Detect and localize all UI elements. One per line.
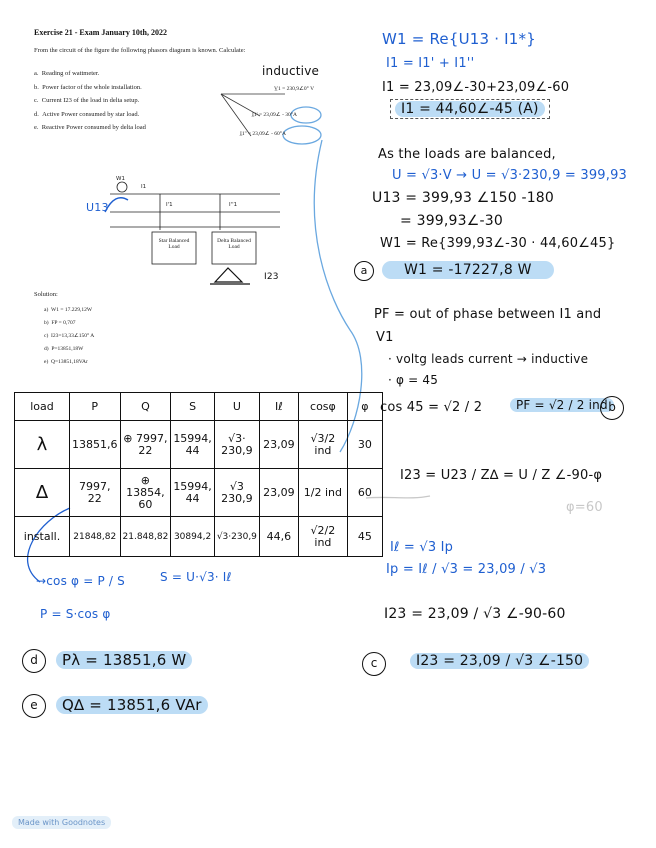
phasor-i1a: I̲1' = 23,09∠ - 30°A xyxy=(252,112,297,118)
solution-item: e) Q=13851,18VAr xyxy=(44,359,88,365)
table-cell: √3/2 ind xyxy=(298,421,347,469)
table-cell: λ xyxy=(15,421,70,469)
note-line-voltage: U = √3·V → U = √3·230,9 = 399,93 xyxy=(392,168,628,183)
answer-e: Q∆ = 13851,6 VAr xyxy=(56,696,208,714)
inductive-note: inductive xyxy=(262,64,320,78)
note-phi60-gray: φ=60 xyxy=(566,500,603,515)
solution-item: d) P=13851,18W xyxy=(44,346,84,352)
table-cell: 21.848,82 xyxy=(120,517,171,557)
table-cell: 23,09 xyxy=(259,469,298,517)
answer-c: I23 = 23,09 / √3 ∠-150 xyxy=(410,653,589,669)
star-load-box: Star Balanced Load xyxy=(158,238,190,250)
note-cos45: cos 45 = √2 / 2 xyxy=(380,400,483,415)
solution-label: Solution: xyxy=(34,291,58,298)
answer-b: PF = √2 / 2 ind xyxy=(510,398,614,412)
answer-b-marker: b xyxy=(600,396,624,420)
answer-c-marker: c xyxy=(362,652,386,676)
table-cell: 30 xyxy=(347,421,382,469)
note-ip: Ip = Iℓ / √3 = 23,09 / √3 xyxy=(386,562,547,577)
table-header: φ xyxy=(347,393,382,421)
note-cos-phi: →cos φ = P / S xyxy=(36,574,125,588)
question-item: c. Current I23 of the load in delta setup. xyxy=(34,97,140,104)
exercise-intro: From the circuit of the figure the following phasors diagram is known. Calculate: xyxy=(34,47,246,54)
table-cell: ⊕ 7997, 22 xyxy=(120,421,171,469)
table-cell: 60 xyxy=(347,469,382,517)
table-cell: 30894,2 xyxy=(171,517,215,557)
table-cell: 45 xyxy=(347,517,382,557)
answer-a-marker: a xyxy=(354,259,374,281)
note-current-calc: I1 = 23,09∠-30+23,09∠-60 xyxy=(382,80,570,95)
table-cell: √2/2 ind xyxy=(298,517,347,557)
table-cell: install. xyxy=(15,517,70,557)
table-cell: √3 230,9 xyxy=(214,469,259,517)
table-header: S xyxy=(171,393,215,421)
power-table xyxy=(14,392,383,557)
note-p-formula: P = S·cos φ xyxy=(40,607,111,621)
note-il: Iℓ = √3 Ip xyxy=(390,540,454,555)
note-balanced: As the loads are balanced, xyxy=(378,147,556,162)
answer-e-marker: e xyxy=(22,694,46,718)
table-cell: 7997, 22 xyxy=(70,469,121,517)
note-wattmeter-formula: W1 = Re{U13 · I1*} xyxy=(382,30,536,48)
question-item: d. Active Power consumed by star load. xyxy=(34,111,140,118)
current-i1-label: I1 xyxy=(141,184,147,190)
goodnotes-badge: Made with Goodnotes xyxy=(12,816,111,829)
table-cell: 15994, 44 xyxy=(171,421,215,469)
table-header: cosφ xyxy=(298,393,347,421)
note-u13: U13 = 399,93 ∠150 -180 xyxy=(372,190,555,206)
delta-load-box: Delta Balanced Load xyxy=(217,238,251,250)
table-header: load xyxy=(15,393,70,421)
table-row xyxy=(15,469,383,517)
solution-item: c) I23=13,33∠150° A xyxy=(44,333,95,339)
table-cell: ⊕ 13854, 60 xyxy=(120,469,171,517)
note-current-result: I1 = 44,60∠-45 (A) xyxy=(390,99,550,119)
table-cell: 15994, 44 xyxy=(171,469,215,517)
table-header: Iℓ xyxy=(259,393,298,421)
answer-d-marker: d xyxy=(22,649,46,673)
note-phi: · φ = 45 xyxy=(388,373,439,387)
u13-label: U13 xyxy=(86,201,109,214)
exercise-title: Exercise 21 - Exam January 10th, 2022 xyxy=(34,28,167,37)
table-cell: 1/2 ind xyxy=(298,469,347,517)
note-pf-def: PF = out of phase between I1 and xyxy=(374,307,602,322)
solution-item: a) W1 = 17.229,12W xyxy=(44,307,93,313)
note-w1-calc: W1 = Re{399,93∠-30 · 44,60∠45} xyxy=(380,236,616,251)
phasor-v1: V̲1 = 230,9∠0° V xyxy=(274,86,315,92)
question-item: a. Reading of wattmeter. xyxy=(34,70,100,77)
table-header: U xyxy=(214,393,259,421)
answer-d: Pλ = 13851,6 W xyxy=(56,651,192,669)
table-row xyxy=(15,517,383,557)
note-u13-result: = 399,93∠-30 xyxy=(400,213,503,229)
solution-item: b) FP = 0,707 xyxy=(44,320,76,326)
note-inductive: · voltg leads current → inductive xyxy=(388,352,589,366)
i23-label: I23 xyxy=(264,272,279,282)
table-header: P xyxy=(70,393,121,421)
table-cell: 13851,6 xyxy=(70,421,121,469)
current-star-label: I'1 xyxy=(166,202,173,208)
current-delta-label: I''1 xyxy=(229,202,238,208)
table-cell: 21848,82 xyxy=(70,517,121,557)
note-current-sum: I1 = I1' + I1'' xyxy=(386,56,475,71)
table-header: Q xyxy=(120,393,171,421)
note-s-formula: S = U·√3· Iℓ xyxy=(160,570,232,584)
table-header-row xyxy=(15,393,383,421)
table-cell: 23,09 xyxy=(259,421,298,469)
question-item: b. Power factor of the whole installation. xyxy=(34,84,142,91)
phasor-i1b: I̲1'' = 23,09∠ - 60°A xyxy=(240,131,286,137)
table-cell: 44,6 xyxy=(259,517,298,557)
wattmeter-label: W1 xyxy=(116,176,125,182)
answer-a: W1 = -17227,8 W xyxy=(382,262,554,278)
table-cell: √3·230,9 xyxy=(214,517,259,557)
question-item: e. Reactive Power consumed by delta load xyxy=(34,124,146,131)
note-i23-calc: I23 = 23,09 / √3 ∠-90-60 xyxy=(384,606,566,622)
table-cell: ∆ xyxy=(15,469,70,517)
table-row xyxy=(15,421,383,469)
table-cell: √3· 230,9 xyxy=(214,421,259,469)
note-i23-formula: I23 = U23 / Z∆ = U / Z ∠-90-φ xyxy=(400,468,603,483)
note-v1: V1 xyxy=(376,330,394,345)
